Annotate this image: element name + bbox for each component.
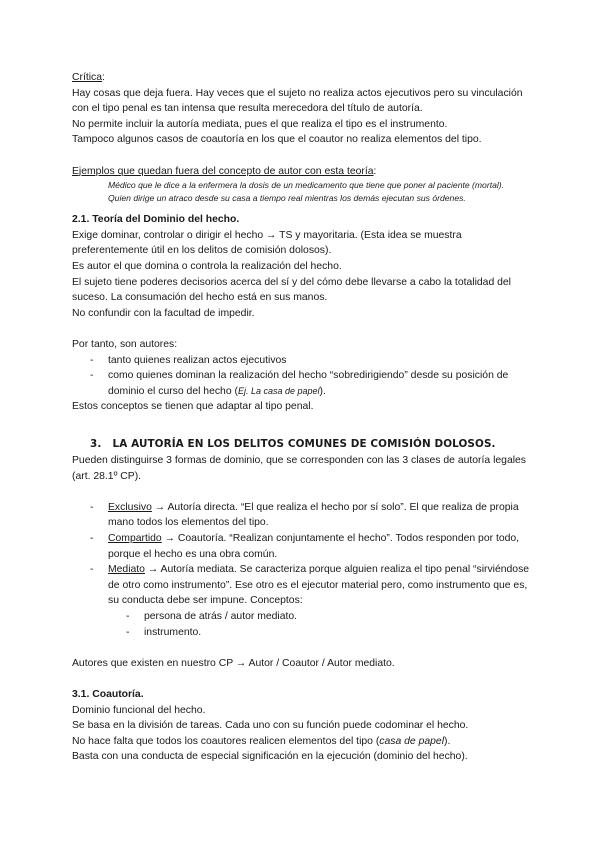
ejemplo-1: Médico que le dice a la enfermera la dosis de un medicamento que tiene que poner al paciente (mortal). bbox=[108, 180, 505, 191]
document-page bbox=[72, 70, 532, 765]
list-item bbox=[72, 368, 532, 399]
section-2-1-title: 2.1. Teoría del Dominio del hecho. bbox=[72, 214, 240, 226]
s21-line-1: Exige dominar, controlar o dirigir el hecho → TS y mayoritaria. (Esta idea se muestra preferentemente útil en los delitos de comisión dolosos). bbox=[72, 229, 462, 257]
s31-line-3 bbox=[72, 734, 532, 750]
dash-bullet: - bbox=[90, 533, 94, 545]
formas-list bbox=[72, 500, 532, 640]
ejemplos-heading: Ejemplos que quedan fuera del concepto de autor con esta teoría bbox=[72, 165, 374, 177]
dash-bullet: - bbox=[126, 626, 130, 638]
por-tanto: Por tanto, son autores: bbox=[72, 338, 178, 350]
concepto-text: instrumento. bbox=[144, 626, 202, 638]
section-3-number: 3. bbox=[90, 438, 102, 451]
section-3-1-title: 3.1. Coautoría. bbox=[72, 688, 144, 700]
s31-line-3-pre: No hace falta que todos los coautores realicen elementos del tipo ( bbox=[72, 735, 380, 747]
s21-line-4: No confundir con la facultad de impedir. bbox=[72, 307, 255, 319]
autores-cp: Autores que existen en nuestro CP → Autor / Coautor / Autor mediato. bbox=[72, 657, 395, 669]
autor-tail: ). bbox=[319, 385, 326, 397]
ejemplos-colon: : bbox=[373, 165, 377, 177]
critica-heading: Crítica bbox=[72, 72, 103, 83]
dash-bullet: - bbox=[90, 370, 94, 382]
s21-line-2: Es autor el que domina o controla la realización del hecho. bbox=[72, 260, 342, 272]
s3-intro: Pueden distinguirse 3 formas de dominio, que se corresponden con las 3 clases de autoría legales (art. 28.1º CP). bbox=[72, 455, 527, 482]
dash-bullet: - bbox=[90, 354, 94, 366]
critica-line-3: Tampoco algunos casos de coautoría en los que el coautor no realiza elementos del tipo. bbox=[72, 134, 482, 146]
s31-line-2: Se basa en la división de tareas. Cada uno con su función puede codominar el hecho. bbox=[72, 720, 469, 732]
forma-text: → Autoría directa. “El que realiza el hecho por sí solo”. El que realiza de propia mano todos los elementos del tipo. bbox=[108, 501, 519, 529]
ejemplo-2: Quien dirige un atraco desde su casa a tiempo real mientras los demás ejecutan sus órdenes. bbox=[108, 193, 466, 204]
forma-term: Compartido bbox=[108, 533, 162, 545]
list-item bbox=[72, 353, 532, 369]
dash-bullet: - bbox=[90, 501, 94, 513]
critica-line-1: Hay cosas que deja fuera. Hay veces que el sujeto no realiza actos ejecutivos pero su vinculación con el tipo penal es tan intensa que resulta merecedora del título de autoría. bbox=[72, 87, 523, 115]
forma-term: Exclusivo bbox=[108, 501, 152, 513]
list-item bbox=[72, 500, 532, 531]
s31-line-4: Basta con una conducta de especial significación en la ejecución (dominio del hecho). bbox=[72, 751, 468, 763]
list-item bbox=[72, 625, 532, 641]
forma-text: → Autoría mediata. Se caracteriza porque alguien realiza el tipo penal “sirviéndose de otro como instrumento”. Ese otro es el ejecutor material pero, como instrumento que es, su conducta debe ser impune. Conceptos: bbox=[108, 564, 530, 607]
section-3-title-line bbox=[90, 437, 532, 453]
autor-text: tanto quienes realizan actos ejecutivos bbox=[108, 354, 287, 366]
autor-example: Ej. La casa de papel bbox=[237, 385, 320, 396]
autores-list bbox=[72, 353, 532, 400]
critica-heading-line bbox=[72, 70, 532, 86]
forma-term: Mediato bbox=[108, 564, 145, 576]
ejemplos-heading-line bbox=[72, 164, 532, 180]
section-3-title: LA AUTORÍA EN LOS DELITOS COMUNES DE COMISIÓN DOLOSOS. bbox=[112, 438, 496, 451]
list-item bbox=[72, 609, 532, 625]
concepto-text: persona de atrás / autor mediato. bbox=[144, 611, 298, 622]
autor-text: como quienes dominan la realización del hecho “sobredirigiendo” desde su posición de dominio el curso del hecho ( bbox=[108, 370, 509, 397]
critica-line-2: No permite incluir la autoría mediata, pues el que realiza el tipo es el instrumento. bbox=[72, 118, 448, 130]
s31-line-3-post: ). bbox=[444, 735, 451, 747]
forma-text: → Coautoría. “Realizan conjuntamente el hecho”. Todos responden por todo, porque el hecho es una obra común. bbox=[108, 533, 520, 560]
s31-line-3-example: casa de papel bbox=[379, 735, 444, 747]
dash-bullet: - bbox=[90, 564, 94, 576]
list-item bbox=[72, 531, 532, 562]
critica-colon: : bbox=[102, 72, 105, 83]
s21-closing: Estos conceptos se tienen que adaptar al tipo penal. bbox=[72, 401, 314, 413]
dash-bullet: - bbox=[126, 611, 130, 622]
s31-line-1: Dominio funcional del hecho. bbox=[72, 704, 206, 716]
s21-line-3: El sujeto tiene poderes decisorios acerca del sí y del cómo debe llevarse a cabo la totalidad del suceso. La consumación del hecho está en sus manos. bbox=[72, 276, 511, 304]
list-item bbox=[72, 562, 532, 609]
